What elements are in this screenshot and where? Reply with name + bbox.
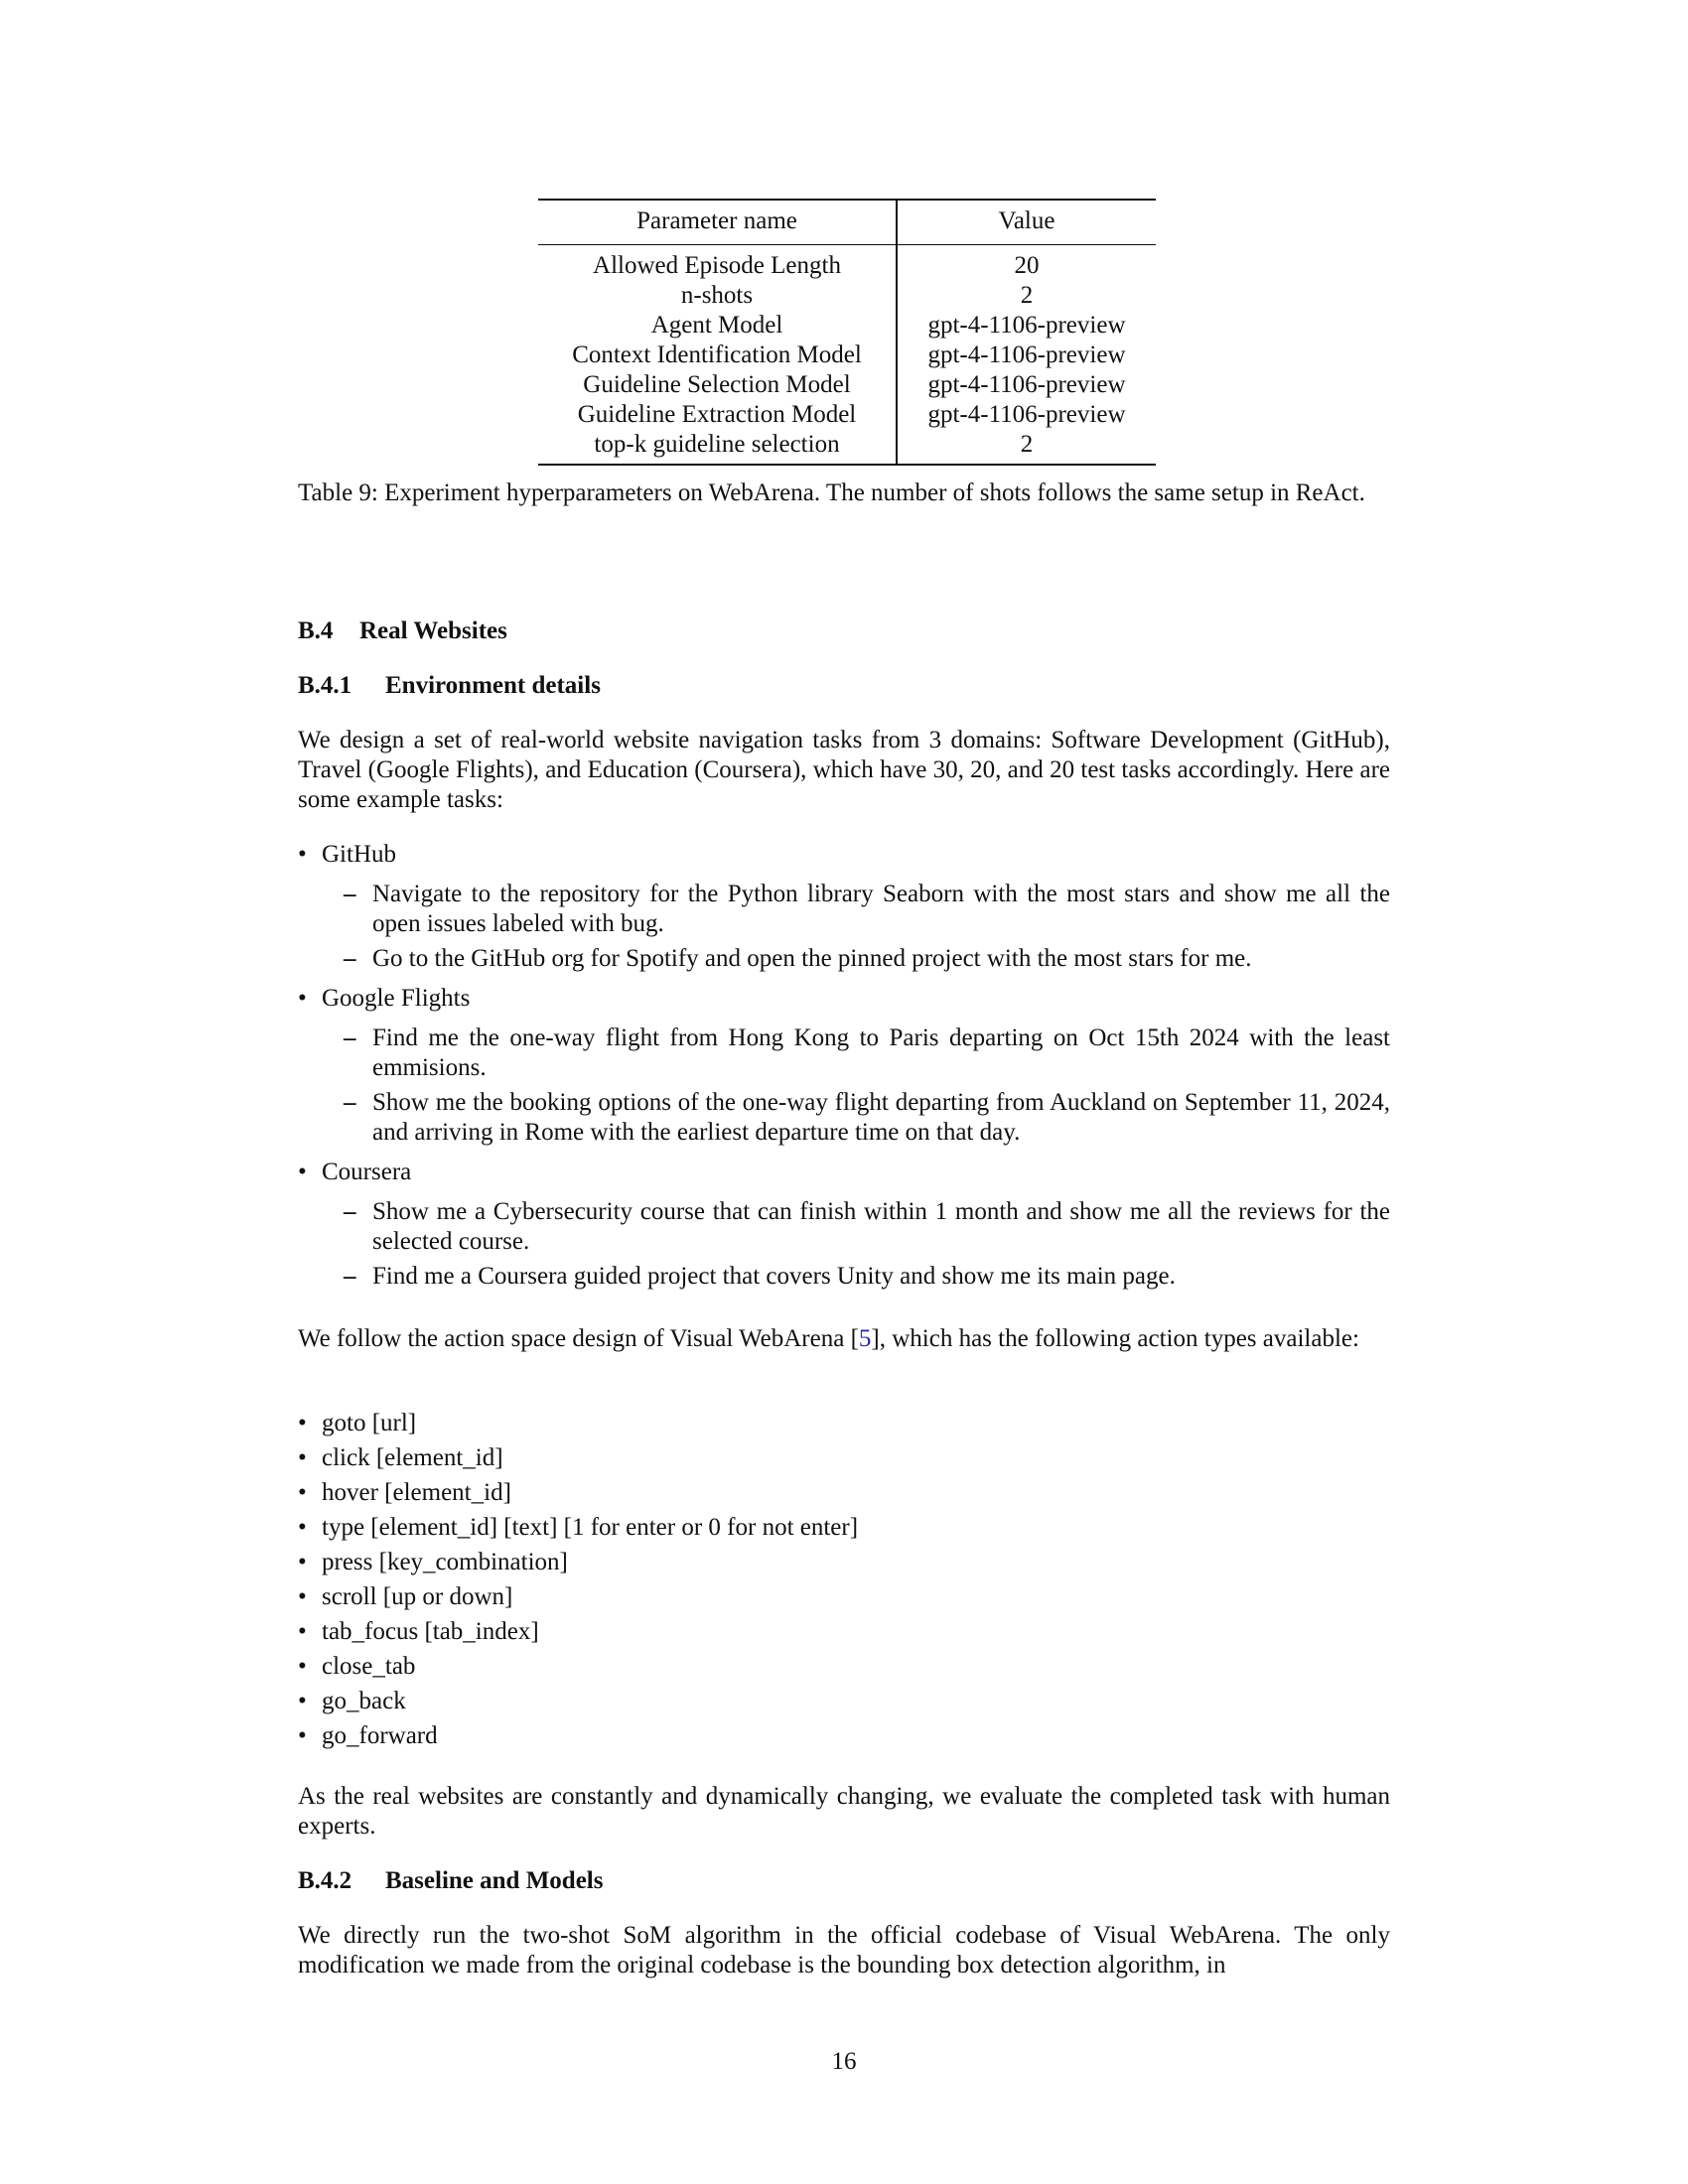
task-list xyxy=(322,1024,1390,1148)
list-item xyxy=(298,1617,1390,1647)
bullet-icon: • xyxy=(298,1688,307,1714)
action-text: press [key_combination] xyxy=(322,1549,568,1575)
hyperparameter-table xyxy=(538,199,1156,466)
bullet-icon: • xyxy=(298,1514,307,1541)
table-row xyxy=(538,245,1156,282)
list-item xyxy=(298,1513,1390,1543)
table-row xyxy=(538,430,1156,465)
task-group-google-flights xyxy=(298,984,1390,1148)
task-group-name: Google Flights xyxy=(322,985,471,1012)
bullet-icon: • xyxy=(298,985,307,1012)
table-cell-value: 2 xyxy=(1020,282,1034,309)
dash-icon: – xyxy=(344,945,356,972)
action-text: click [element_id] xyxy=(322,1444,503,1471)
bullet-icon: • xyxy=(298,1479,307,1506)
table-header-parameter: Parameter name xyxy=(538,200,897,245)
action-text: go_forward xyxy=(322,1722,438,1749)
paragraph-baseline: We directly run the two-shot SoM algorithm in the official codebase of Visual WebArena. The only modification we made from the original codebase is the bounding box detection algorithm, in xyxy=(298,1922,1390,1979)
paragraph-text: ], which has the following action types available: xyxy=(871,1325,1359,1352)
dash-icon: – xyxy=(344,1024,356,1051)
task-text: Show me a Cybersecurity course that can finish within 1 month and show me all the reviews for the selected course. xyxy=(372,1198,1390,1255)
table-caption: Table 9: Experiment hyperparameters on WebArena. The number of shots follows the same setup in ReAct. xyxy=(298,479,1365,506)
action-text: hover [element_id] xyxy=(322,1479,511,1506)
table-cell-value: gpt-4-1106-preview xyxy=(927,371,1126,398)
table-cell-name: Allowed Episode Length xyxy=(538,245,897,282)
list-item xyxy=(298,1687,1390,1716)
table-row xyxy=(538,311,1156,341)
table-row xyxy=(538,400,1156,430)
subsection-number: B.4.2 xyxy=(298,1867,352,1894)
action-text: type [element_id] [text] [1 for enter or 0 for not enter] xyxy=(322,1514,859,1541)
task-text: Find me the one-way flight from Hong Kong to Paris departing on Oct 15th 2024 with the least emmisions. xyxy=(372,1024,1390,1081)
bullet-icon: • xyxy=(298,841,307,868)
table-cell-name: n-shots xyxy=(538,281,897,311)
list-item xyxy=(298,1652,1390,1682)
bullet-icon: • xyxy=(298,1618,307,1645)
action-text: tab_focus [tab_index] xyxy=(322,1618,539,1645)
table-cell-value: gpt-4-1106-preview xyxy=(927,312,1126,339)
list-item xyxy=(298,1478,1390,1508)
list-item xyxy=(298,1721,1390,1751)
list-item xyxy=(298,1443,1390,1473)
bullet-icon: • xyxy=(298,1549,307,1575)
table-row xyxy=(538,341,1156,370)
table-cell-name: Guideline Extraction Model xyxy=(538,400,897,430)
bullet-icon: • xyxy=(298,1159,307,1185)
bullet-icon: • xyxy=(298,1410,307,1436)
list-item xyxy=(322,1262,1390,1292)
task-list xyxy=(322,880,1390,974)
list-item xyxy=(322,880,1390,939)
action-text: scroll [up or down] xyxy=(322,1583,513,1610)
task-text: Go to the GitHub org for Spotify and open the pinned project with the most stars for me. xyxy=(372,945,1252,972)
table-header-value: Value xyxy=(998,207,1055,234)
dash-icon: – xyxy=(344,881,356,907)
paragraph-tasks-intro: We design a set of real-world website navigation tasks from 3 domains: Software Development (GitHub), Travel (Google Flights), and Education (Coursera), which have 30, 20, and 20 test tasks accordingly. Here are some example tasks: xyxy=(298,727,1390,813)
subsection-heading-b42 xyxy=(298,1866,603,1896)
bullet-icon: • xyxy=(298,1444,307,1471)
task-group-list xyxy=(298,840,1390,1292)
section-number: B.4 xyxy=(298,617,334,644)
dash-icon: – xyxy=(344,1263,356,1290)
dash-icon: – xyxy=(344,1198,356,1225)
list-item xyxy=(298,1548,1390,1577)
table-cell-value: gpt-4-1106-preview xyxy=(927,341,1126,368)
task-text: Navigate to the repository for the Python library Seaborn with the most stars and show me all the open issues labeled with bug. xyxy=(372,881,1390,937)
citation-link[interactable]: 5 xyxy=(858,1325,872,1352)
task-text: Show me the booking options of the one-way flight departing from Auckland on September 11, 2024, and arriving in Rome with the earliest departure time on that day. xyxy=(372,1089,1390,1146)
list-item xyxy=(322,1088,1390,1148)
paragraph-action-space xyxy=(298,1324,1390,1354)
list-item xyxy=(322,1197,1390,1257)
subsection-heading-b41 xyxy=(298,671,601,701)
paragraph-evaluation: As the real websites are constantly and dynamically changing, we evaluate the completed task with human experts. xyxy=(298,1783,1390,1840)
table-cell-name: Agent Model xyxy=(538,311,897,341)
list-item xyxy=(322,944,1390,974)
subsection-title: Baseline and Models xyxy=(385,1867,604,1894)
subsection-number: B.4.1 xyxy=(298,672,352,699)
task-group-name: GitHub xyxy=(322,841,396,868)
subsection-title: Environment details xyxy=(385,672,601,699)
task-group-coursera xyxy=(298,1158,1390,1292)
action-type-list xyxy=(298,1409,1390,1751)
page-number: 16 xyxy=(831,2048,857,2075)
table-cell-name: top-k guideline selection xyxy=(538,430,897,465)
dash-icon: – xyxy=(344,1089,356,1116)
task-list xyxy=(322,1197,1390,1292)
table-cell-name: Guideline Selection Model xyxy=(538,370,897,400)
task-text: Find me a Coursera guided project that covers Unity and show me its main page. xyxy=(372,1263,1176,1290)
table-cell-value: 2 xyxy=(1020,431,1034,458)
bullet-icon: • xyxy=(298,1653,307,1680)
action-text: goto [url] xyxy=(322,1410,417,1436)
action-text: close_tab xyxy=(322,1653,416,1680)
paragraph-text: We follow the action space design of Visual WebArena [ xyxy=(298,1325,859,1352)
table-cell-name: Context Identification Model xyxy=(538,341,897,370)
table-header-row xyxy=(538,200,1156,245)
section-title: Real Websites xyxy=(359,617,507,644)
task-group-github xyxy=(298,840,1390,974)
task-group-name: Coursera xyxy=(322,1159,412,1185)
list-item xyxy=(298,1409,1390,1438)
section-heading-b4 xyxy=(298,616,507,646)
action-text: go_back xyxy=(322,1688,406,1714)
table-cell-value: gpt-4-1106-preview xyxy=(927,401,1126,428)
list-item xyxy=(322,1024,1390,1083)
list-item xyxy=(298,1582,1390,1612)
bullet-icon: • xyxy=(298,1583,307,1610)
bullet-icon: • xyxy=(298,1722,307,1749)
table-row xyxy=(538,281,1156,311)
table-row xyxy=(538,370,1156,400)
table-cell-value: 20 xyxy=(1014,252,1040,279)
